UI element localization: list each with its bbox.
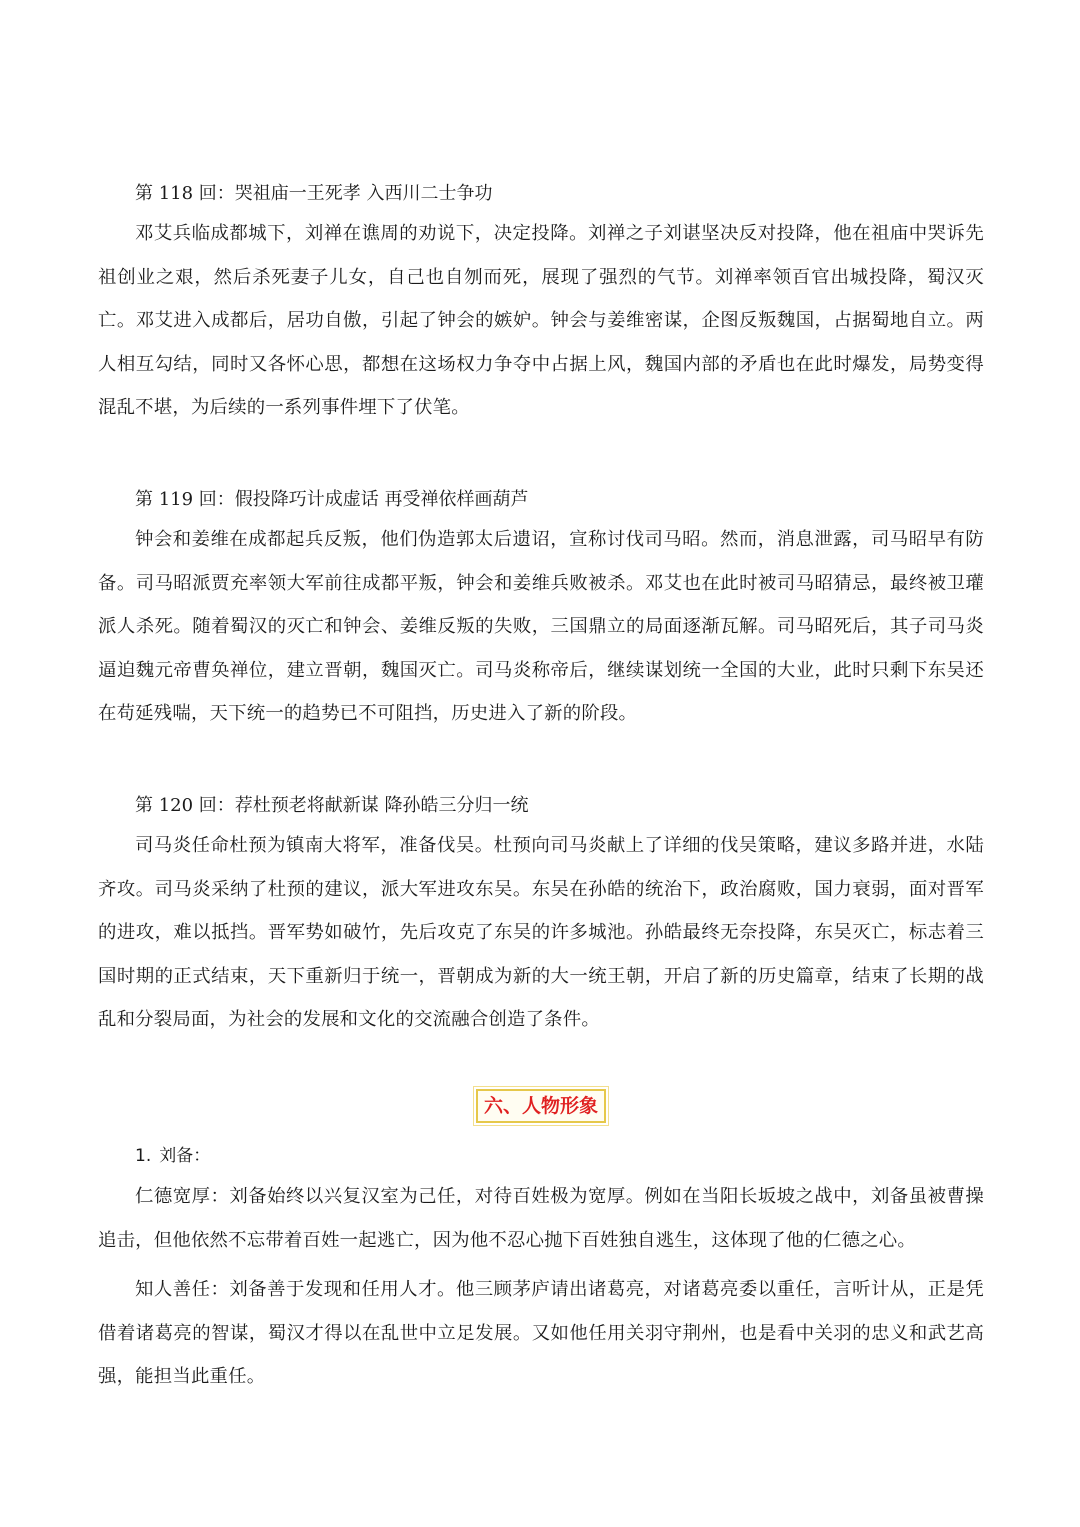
chapter-title: 第 119 回：假投降巧计成虚话 再受禅依样画葫芦 bbox=[135, 488, 529, 510]
character-trait: 仁德宽厚：刘备始终以兴复汉室为己任，对待百姓极为宽厚。例如在当阳长坂坡之战中，刘备虽被曹操追击，但他依然不忘带着百姓一起逃亡，因为他不忍心抛下百姓独自逃生，这体现了他的仁德之心。 bbox=[98, 1185, 984, 1251]
character-trait: 知人善任：刘备善于发现和任用人才。他三顾茅庐请出诸葛亮，对诸葛亮委以重任，言听计从，正是凭借着诸葛亮的智谋，蜀汉才得以在乱世中立足发展。又如他任用关羽守荆州，也是看中关羽的忠义和武艺高强，能担当此重任。 bbox=[98, 1279, 984, 1388]
chapter-118 bbox=[98, 176, 984, 430]
chapter-summary: 司马炎任命杜预为镇南大将军，准备伐吴。杜预向司马炎献上了详细的伐吴策略，建议多路并进，水陆齐攻。司马炎采纳了杜预的建议，派大军进攻东吴。东吴在孙皓的统治下，政治腐败，国力衰弱，面对晋军的进攻，难以抵挡。晋军势如破竹，先后攻克了东吴的许多城池。孙皓最终无奈投降，东吴灭亡，标志着三国时期的正式结束，天下重新归于统一，晋朝成为新的大一统王朝，开启了新的历史篇章，结束了长期的战乱和分裂局面，为社会的发展和文化的交流融合创造了条件。 bbox=[98, 834, 984, 1031]
document-content bbox=[98, 176, 984, 1399]
spacer bbox=[98, 1042, 984, 1089]
chapter-summary: 邓艾兵临成都城下，刘禅在谯周的劝说下，决定投降。刘禅之子刘谌坚决反对投降，他在祖庙中哭诉先祖创业之艰，然后杀死妻子儿女，自己也自刎而死，展现了强烈的气节。刘禅率领百官出城投降，蜀汉灭亡。邓艾进入成都后，居功自傲，引起了钟会的嫉妒。钟会与姜维密谋，企图反叛魏国，占据蜀地自立。两人相互勾结，同时又各怀心思，都想在这场权力争夺中占据上风，魏国内部的矛盾也在此时爆发，局势变得混乱不堪，为后续的一系列事件埋下了伏笔。 bbox=[98, 223, 984, 419]
chapter-title: 第 118 回：哭祖庙一王死孝 入西川二士争功 bbox=[135, 183, 493, 204]
chapter-title: 第 120 回：荐杜预老将献新谋 降孙皓三分归一统 bbox=[135, 794, 529, 816]
spacer bbox=[98, 430, 984, 482]
character-heading bbox=[98, 1137, 984, 1175]
spacer bbox=[98, 736, 984, 788]
list-number: 1. bbox=[135, 1145, 152, 1166]
section-heading: 六、人物形象 bbox=[476, 1089, 606, 1123]
character-name: 刘备： bbox=[159, 1145, 211, 1166]
chapter-119 bbox=[98, 482, 984, 736]
section-heading-container bbox=[98, 1089, 984, 1129]
chapter-summary: 钟会和姜维在成都起兵反叛，他们伪造郭太后遗诏，宣称讨伐司马昭。然而，消息泄露，司马昭早有防备。司马昭派贾充率领大军前往成都平叛，钟会和姜维兵败被杀。邓艾也在此时被司马昭猜忌，最终被卫瓘派人杀死。随着蜀汉的灭亡和钟会、姜维反叛的失败，三国鼎立的局面逐渐瓦解。司马昭死后，其子司马炎逼迫魏元帝曹奂禅位，建立晋朝，魏国灭亡。司马炎称帝后，继续谋划统一全国的大业，此时只剩下东吴还在苟延残喘，天下统一的趋势已不可阻挡，历史进入了新的阶段。 bbox=[98, 528, 984, 725]
chapter-120 bbox=[98, 788, 984, 1042]
